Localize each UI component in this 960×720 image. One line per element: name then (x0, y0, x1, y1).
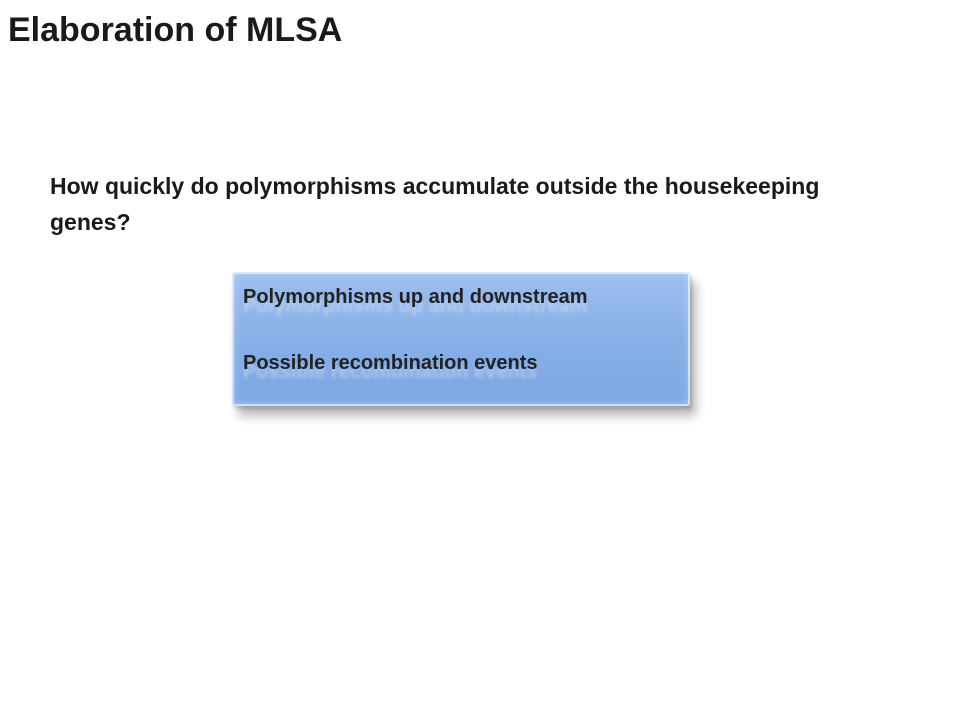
slide-title: Elaboration of MLSA (8, 11, 343, 49)
callout-item: Possible recombination events (243, 352, 538, 374)
callout-item: Polymorphisms up and downstream (243, 286, 588, 308)
question-text: How quickly do polymorphisms accumulate outside the housekeeping genes? (50, 173, 820, 235)
callout-box (232, 272, 690, 406)
